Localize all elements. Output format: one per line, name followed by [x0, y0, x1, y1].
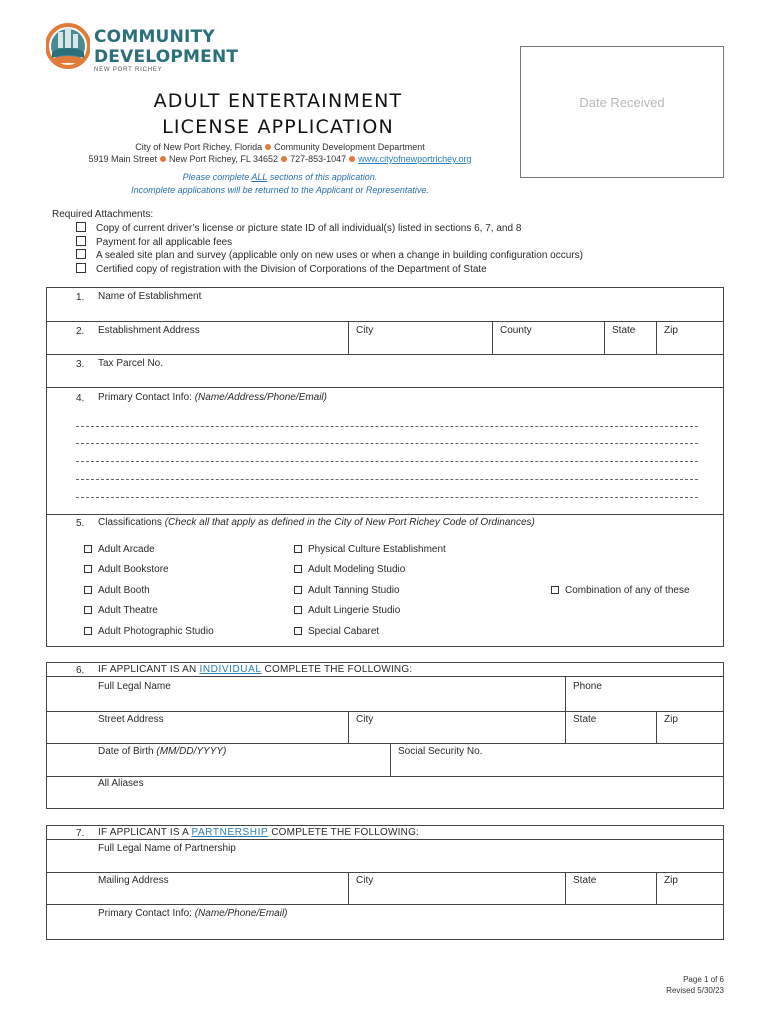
zip-field[interactable]: Zip [664, 325, 678, 336]
classification-option[interactable] [84, 564, 169, 575]
instruction-note-line1 [70, 172, 490, 182]
logo-text-community: COMMUNITY [94, 27, 215, 47]
phone-number: 727-853-1047 [290, 154, 347, 164]
community-emblem-icon [46, 18, 90, 78]
option-label: Adult Modeling Studio [308, 564, 406, 575]
tax-parcel-field[interactable]: Tax Parcel No. [98, 358, 164, 369]
section-6-heading [98, 664, 412, 675]
divider [46, 387, 724, 388]
heading-text: IF APPLICANT IS AN [98, 664, 200, 675]
field-label: Primary Contact Info: [98, 392, 195, 403]
contact-line[interactable] [76, 443, 698, 444]
attachment-item[interactable] [76, 263, 487, 275]
option-label: Adult Booth [98, 585, 150, 596]
attachment-label: Payment for all applicable fees [96, 237, 233, 248]
classification-option[interactable] [84, 626, 214, 637]
checkbox[interactable] [294, 565, 302, 573]
phone-field[interactable]: Phone [573, 681, 602, 692]
logo-subtitle: NEW PORT RICHEY [94, 67, 163, 73]
field-hint: (Name/Phone/Email) [194, 908, 288, 919]
bullet-dot-icon [265, 144, 271, 150]
classification-option[interactable] [84, 605, 158, 616]
establishment-address-field[interactable]: Establishment Address [98, 325, 200, 336]
social-security-field[interactable]: Social Security No. [398, 746, 483, 757]
option-label: Adult Arcade [98, 544, 155, 555]
checkbox[interactable] [294, 545, 302, 553]
field-label: Primary Contact Info: [98, 908, 195, 919]
contact-line[interactable] [76, 497, 698, 498]
attachment-item[interactable] [76, 222, 521, 234]
option-label: Combination of any of these [565, 585, 690, 596]
partnership-contact-field[interactable] [98, 908, 288, 919]
section-7-heading [98, 827, 419, 838]
divider [46, 776, 724, 777]
divider [46, 743, 724, 744]
classification-option[interactable] [294, 605, 400, 616]
divider [390, 743, 391, 776]
divider [604, 321, 605, 354]
item-number: 7. [76, 828, 85, 839]
bullet-dot-icon [160, 156, 166, 162]
checkbox[interactable] [76, 236, 86, 246]
note-text: Please complete [182, 172, 252, 182]
street-address: 5919 Main Street [88, 154, 158, 164]
classification-option[interactable] [294, 585, 400, 596]
attachment-label: Copy of current driver’s license or picture state ID of all individual(s) listed in sections 6, 7, and 8 [96, 223, 522, 234]
divider [656, 711, 657, 743]
address-line1 [60, 142, 500, 152]
city-field[interactable]: City [356, 875, 374, 886]
heading-text: COMPLETE THE FOLLOWING: [268, 827, 420, 838]
divider [46, 676, 724, 677]
department-name: Community Development Department [274, 142, 425, 152]
item-number: 1. [76, 292, 85, 303]
instruction-note-line2: Incomplete applications will be returned to the Applicant or Representative. [131, 185, 429, 195]
city-state-zip: New Port Richey, FL 34652 [169, 154, 279, 164]
divider [565, 872, 566, 904]
heading-text: COMPLETE THE FOLLOWING: [261, 664, 413, 675]
checkbox[interactable] [294, 606, 302, 614]
item-number: 5. [76, 518, 85, 529]
date-of-birth-field[interactable] [98, 746, 226, 757]
divider [46, 904, 724, 905]
contact-line[interactable] [76, 426, 698, 427]
attachment-item[interactable] [76, 236, 232, 248]
option-label: Adult Lingerie Studio [308, 605, 401, 616]
state-field[interactable]: State [573, 714, 597, 725]
classification-option[interactable] [84, 585, 150, 596]
classification-option[interactable] [294, 544, 446, 555]
zip-field[interactable]: Zip [664, 875, 678, 886]
checkbox[interactable] [84, 606, 92, 614]
classification-option[interactable] [551, 585, 690, 596]
city-name: City of New Port Richey, Florida [135, 142, 263, 152]
checkbox[interactable] [76, 263, 86, 273]
item-number: 3. [76, 359, 85, 370]
website-link[interactable]: www.cityofnewportrichey.org [358, 154, 472, 164]
heading-emphasis: INDIVIDUAL [199, 664, 262, 675]
divider [656, 321, 657, 354]
divider [348, 872, 349, 904]
state-field[interactable]: State [612, 325, 636, 336]
address-line2 [60, 154, 500, 164]
mailing-address-field[interactable]: Mailing Address [98, 875, 169, 886]
contact-line[interactable] [76, 479, 698, 480]
bullet-dot-icon [349, 156, 355, 162]
attachment-item[interactable] [76, 249, 583, 261]
divider [46, 839, 724, 840]
divider [348, 711, 349, 743]
classification-option[interactable] [294, 626, 379, 637]
state-field[interactable]: State [573, 875, 597, 886]
option-label: Special Cabaret [308, 626, 380, 637]
checkbox[interactable] [84, 627, 92, 635]
divider [656, 872, 657, 904]
city-field[interactable]: City [356, 325, 374, 336]
field-hint: (Check all that apply as defined in the City of New Port Richey Code of Ordinances) [164, 517, 535, 528]
checkbox[interactable] [84, 586, 92, 594]
attachment-label: A sealed site plan and survey (applicable only on new uses or when a change in building configuration occurs) [96, 250, 583, 261]
divider [46, 514, 724, 515]
item-number: 2. [76, 326, 85, 337]
checkbox[interactable] [294, 627, 302, 635]
option-label: Adult Theatre [98, 605, 158, 616]
zip-field[interactable]: Zip [664, 714, 678, 725]
attachment-label: Certified copy of registration with the Division of Corporations of the Department of State [96, 264, 487, 275]
divider [348, 321, 349, 354]
divider [46, 711, 724, 712]
divider [46, 872, 724, 873]
checkbox[interactable] [84, 545, 92, 553]
field-hint: (MM/DD/YYYY) [156, 746, 227, 757]
checkbox[interactable] [76, 249, 86, 259]
option-label: Physical Culture Establishment [308, 544, 446, 555]
city-field[interactable]: City [356, 714, 374, 725]
heading-text: IF APPLICANT IS A [98, 827, 192, 838]
full-legal-name-field[interactable]: Full Legal Name [98, 681, 171, 692]
option-label: Adult Bookstore [98, 564, 169, 575]
classifications-heading [98, 517, 535, 528]
field-hint: (Name/Address/Phone/Email) [194, 392, 327, 403]
logo [46, 18, 246, 80]
note-text: sections of this application. [267, 172, 378, 182]
divider [492, 321, 493, 354]
primary-contact-field[interactable] [98, 392, 327, 403]
item-number: 6. [76, 665, 85, 676]
bullet-dot-icon [281, 156, 287, 162]
classification-option[interactable] [294, 564, 405, 575]
classification-option[interactable] [84, 544, 155, 555]
heading-emphasis: PARTNERSHIP [191, 827, 269, 838]
note-emphasis: ALL [251, 172, 268, 182]
option-label: Adult Photographic Studio [98, 626, 214, 637]
checkbox[interactable] [294, 586, 302, 594]
logo-text-development: DEVELOPMENT [94, 47, 239, 67]
county-field[interactable]: County [500, 325, 532, 336]
contact-line[interactable] [76, 461, 698, 462]
divider [565, 676, 566, 743]
aliases-field[interactable]: All Aliases [98, 778, 144, 789]
page-number: Page 1 of 6 [683, 975, 724, 984]
establishment-name-field[interactable]: Name of Establishment [98, 291, 202, 302]
street-address-field[interactable]: Street Address [98, 714, 164, 725]
option-label: Adult Tanning Studio [308, 585, 400, 596]
field-label: Classifications [98, 517, 165, 528]
date-received-box[interactable] [520, 46, 724, 178]
required-attachments-title: Required Attachments: [52, 209, 154, 220]
checkbox[interactable] [84, 565, 92, 573]
checkbox[interactable] [551, 586, 559, 594]
item-number: 4. [76, 393, 85, 404]
date-received-label: Date Received [579, 95, 665, 110]
revised-date: Revised 5/30/23 [666, 986, 724, 995]
partnership-name-field[interactable]: Full Legal Name of Partnership [98, 843, 236, 854]
divider [46, 321, 724, 322]
page-title-line1: ADULT ENTERTAINMENT [153, 90, 403, 112]
field-label: Date of Birth [98, 746, 157, 757]
divider [46, 354, 724, 355]
checkbox[interactable] [76, 222, 86, 232]
page-title-line2: LICENSE APPLICATION [162, 116, 394, 138]
